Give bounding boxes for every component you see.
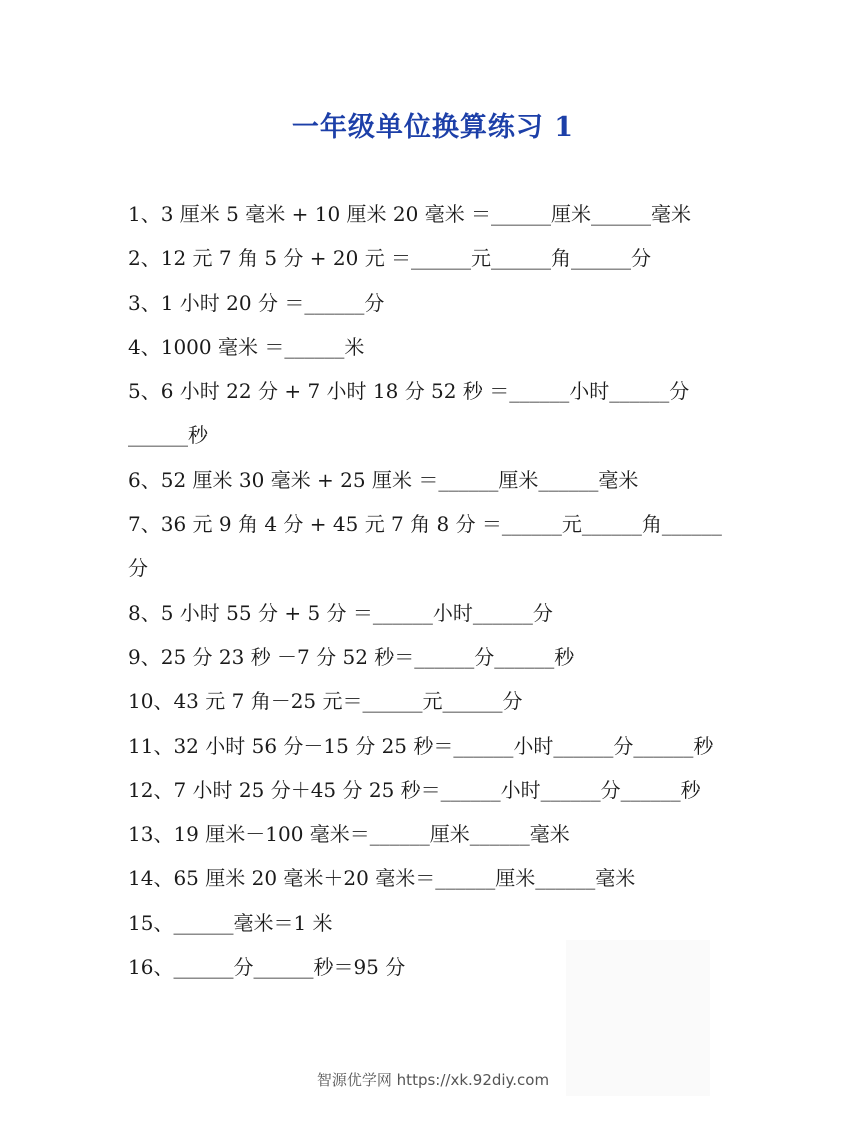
question-line-5: 5、6 小时 22 分 + 7 小时 18 分 52 秒 ＝______小时______分: [128, 379, 690, 404]
footer-watermark: 智源优学网 https://xk.92diy.com: [316, 1071, 550, 1089]
question-list: [128, 192, 748, 989]
question-line-15: 15、______毫米＝1 米: [128, 910, 333, 935]
question-line-6: 6、52 厘米 30 毫米 + 25 厘米 ＝______厘米______毫米: [128, 467, 639, 492]
question-line-7: 7、36 元 9 角 4 分 + 45 元 7 角 8 分 ＝______元______角______: [128, 512, 722, 537]
question-line-9: 9、25 分 23 秒 －7 分 52 秒＝______分______秒: [128, 644, 575, 669]
question-line-11: 11、32 小时 56 分－15 分 25 秒＝______小时______分______秒: [128, 733, 714, 758]
question-line-8: 8、5 小时 55 分 + 5 分 ＝______小时______分: [128, 600, 553, 625]
question-line-7-continued: 分: [128, 556, 148, 581]
question-line-2: 2、12 元 7 角 5 分 + 20 元 ＝______元______角______分: [128, 246, 652, 271]
question-line-14: 14、65 厘米 20 毫米＋20 毫米＝______厘米______毫米: [128, 866, 636, 891]
question-line-12: 12、7 小时 25 分＋45 分 25 秒＝______小时______分______秒: [128, 777, 701, 802]
question-line-16: 16、______分______秒＝95 分: [128, 955, 406, 980]
page-title: 一年级单位换算练习 1: [291, 112, 575, 143]
question-line-4: 4、1000 毫米 ＝______米: [128, 334, 365, 359]
question-line-10: 10、43 元 7 角－25 元＝______元______分: [128, 689, 523, 714]
question-line-1: 1、3 厘米 5 毫米 + 10 厘米 20 毫米 ＝______厘米______毫米: [128, 202, 692, 226]
question-line-5-continued: ______秒: [128, 423, 208, 448]
question-line-13: 13、19 厘米－100 毫米＝______厘米______毫米: [128, 822, 570, 847]
question-line-3: 3、1 小时 20 分 ＝______分: [128, 290, 385, 315]
